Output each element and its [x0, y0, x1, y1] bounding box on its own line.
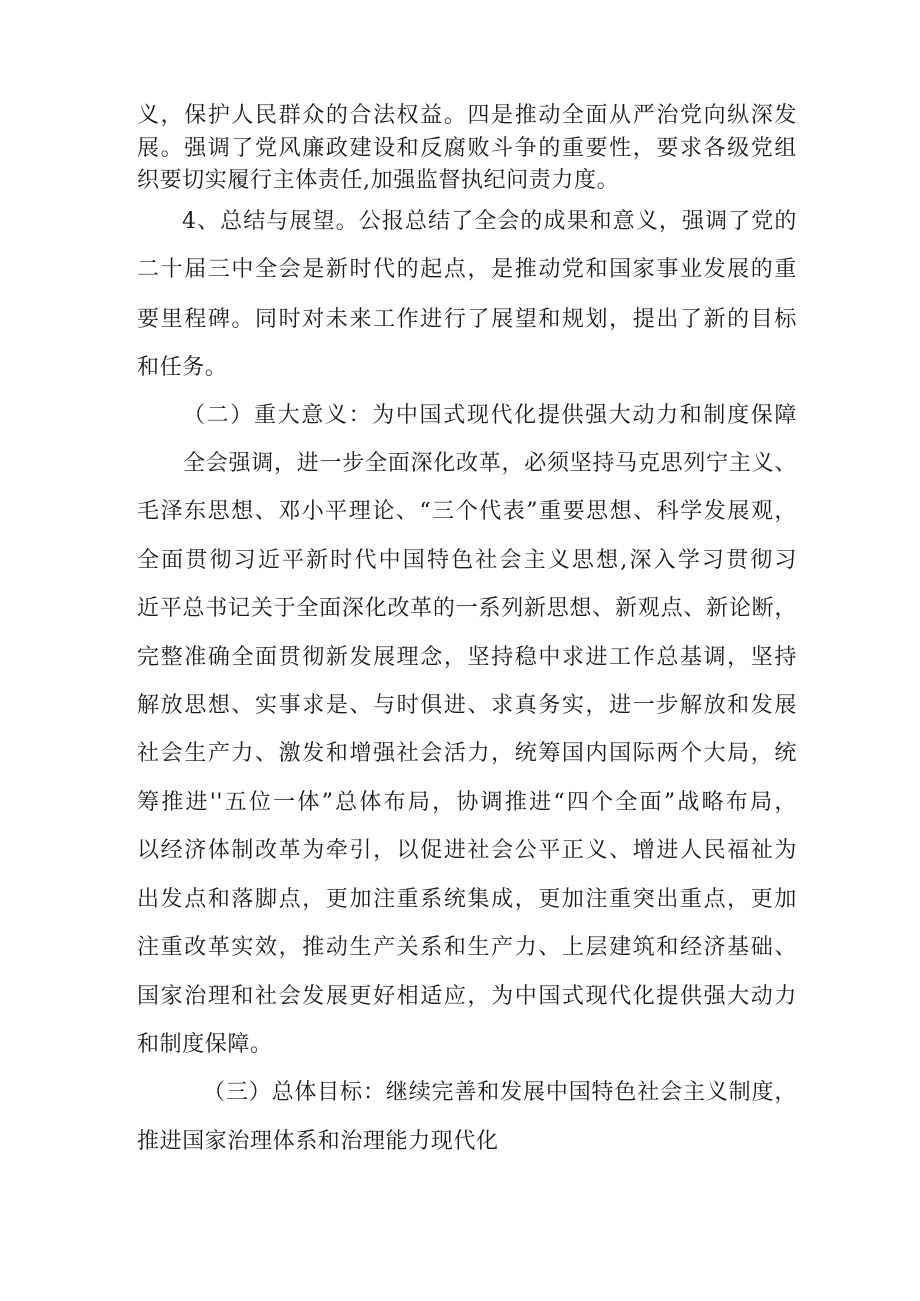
section-heading: （二）重大意义：为中国式现代化提供强大动力和制度保障: [183, 403, 797, 428]
text-line: 和制度保障。: [137, 1032, 273, 1057]
text-line: 全面贯彻习近平新时代中国特色社会主义思想,深入学习贯彻习: [137, 548, 797, 573]
text-line: 注重改革实效，推动生产关系和生产力、上层建筑和经济基础、: [137, 935, 797, 960]
text-line: 4、总结与展望。公报总结了全会的成果和意义，强调了党的: [182, 209, 797, 234]
text-line: 出发点和落脚点，更加注重系统集成，更加注重突出重点，更加: [137, 887, 797, 912]
text-line: 织要切实履行主体责任,加强监督执纪问责力度。: [137, 168, 620, 193]
text-line: 社会生产力、激发和增强社会活力，统筹国内国际两个大局，统: [137, 741, 797, 766]
text-line: 和任务。: [137, 355, 228, 380]
text-line: 国家治理和社会发展更好相适应，为中国式现代化提供强大动力: [137, 984, 797, 1009]
text-line: 解放思想、实事求是、与时俱进、求真务实，进一步解放和发展: [137, 693, 797, 718]
text-line: 完整准确全面贯彻新发展理念，坚持稳中求进工作总基调，坚持: [137, 645, 797, 670]
text-line: 毛泽东思想、邓小平理论、“三个代表”重要思想、科学发展观，: [137, 499, 797, 524]
section-heading-continued: 推进国家治理体系和治理能力现代化: [137, 1129, 499, 1154]
text-line: 展。强调了党风廉政建设和反腐败斗争的重要性，要求各级党组: [137, 136, 797, 161]
text-line: 近平总书记关于全面深化改革的一系列新思想、新观点、新论断，: [137, 596, 797, 621]
section-heading: （三）总体目标：继续完善和发展中国特色社会主义制度，: [203, 1080, 797, 1105]
text-line: 义，保护人民群众的合法权益。四是推动全面从严治党向纵深发: [137, 103, 797, 128]
text-line: 筹推进''五位一体”总体布局，协调推进“四个全面”战略布局，: [137, 790, 797, 815]
text-line: 以经济体制改革为牵引，以促进社会公平正义、增进人民福祉为: [137, 838, 797, 863]
text-line: 全会强调，进一步全面深化改革，必须坚持马克思列宁主义、: [183, 451, 797, 476]
text-line: 要里程碑。同时对未来工作进行了展望和规划，提出了新的目标: [137, 307, 797, 332]
text-line: 二十届三中全会是新时代的起点，是推动党和国家事业发展的重: [137, 257, 797, 282]
